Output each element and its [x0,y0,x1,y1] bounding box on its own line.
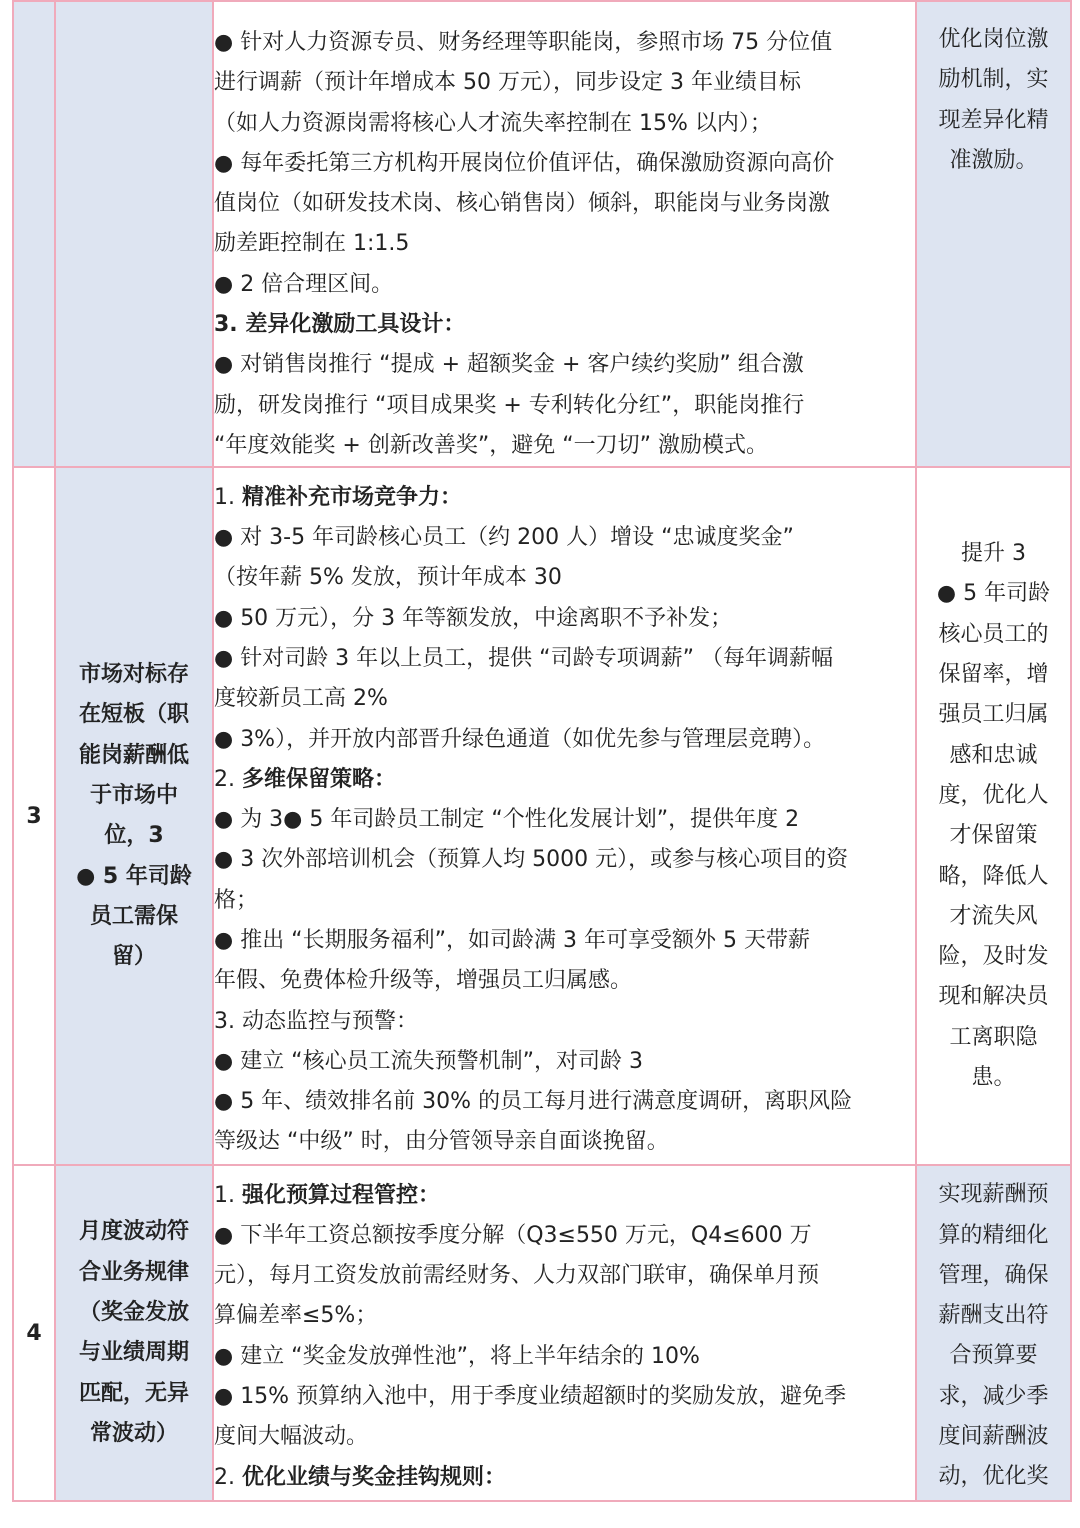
issue-line: 与业绩周期 [78,1340,189,1366]
measure-line [214,386,915,426]
goal-cell [916,1165,1071,1501]
measure-line [214,104,915,144]
measure-text: 1. [214,1182,242,1208]
measure-line [214,639,915,679]
measure-line [214,1296,915,1336]
issue-cell [55,1165,213,1501]
measure-heading: 精准补充市场竞争力： [241,484,462,510]
goal-line: 险，及时发 [938,944,1049,970]
measure-line [214,518,915,558]
measure-heading: 多维保留策略： [241,766,396,792]
measure-text: ● 推出 “长期服务福利”，如司龄满 3 年可享受额外 5 天带薪 [214,928,810,953]
measure-line [214,1002,915,1042]
measure-heading: 优化业绩与奖金挂钩规则： [241,1464,506,1490]
table-row [13,1,1071,467]
measure-text: 进行调薪（预计年增成本 50 万元），同步设定 3 年业绩目标 [214,70,801,96]
measure-text: ● 3 次外部培训机会（预算人均 5000 元），或参与核心项目的资 [214,847,849,873]
row-number-cell: 4 [13,1165,55,1501]
issue-line: ● 5 年司龄 [76,863,192,889]
measure-text: ● 下半年工资总额按季度分解（Q3≤550 万元，Q4≤600 万 [214,1222,812,1248]
goal-line: 算的精细化 [938,1222,1049,1248]
goal-line: 现和解决员 [938,984,1049,1010]
measures-cell [213,1,916,467]
goal-line: 准激励。 [949,147,1038,173]
measure-line [214,478,915,518]
issue-cell [55,467,213,1165]
measure-line [214,224,915,264]
goal-line: 管理，确保 [938,1262,1049,1288]
issue-line: 留） [111,944,156,970]
measure-text: 2. [214,766,242,792]
issue-line: 匹配，无异 [78,1380,189,1406]
measure-text: 格； [214,887,259,913]
measure-text: 励差距控制在 1:1.5 [214,231,410,257]
measure-text: ● 每年委托第三方机构开展岗位价值评估，确保激励资源向高价 [214,150,835,176]
plan-table [12,0,1072,1502]
measure-text: 励，研发岗推行 “项目成果奖 + 专利转化分红”，职能岗推行 [214,392,805,418]
goal-line: 薪酬支出符 [938,1303,1049,1329]
goal-line: 提升 3 [961,541,1026,567]
measure-line [214,840,915,880]
goal-line: 现差异化精 [938,107,1049,133]
measure-line [214,1176,915,1216]
table-row [13,467,1071,1165]
measure-text: ● 3%），并开放内部晋升绿色通道（如优先参与管理层竞聘）。 [214,726,826,752]
measure-line [214,1122,915,1162]
measure-text: ● 建立 “核心员工流失预警机制”，对司龄 3 [214,1048,643,1074]
issue-line: 于市场中 [89,782,178,808]
table-row [13,1165,1071,1501]
row-number-cell [13,1,55,467]
measure-text: 值岗位（如研发技术岗、核心销售岗）倾斜，职能岗与业务岗激 [214,191,831,217]
goal-line: 感和忠诚 [949,742,1038,768]
goal-line: 强员工归属 [938,702,1049,728]
measure-line [214,1377,915,1417]
measure-line [214,599,915,639]
measure-text: （如人力资源岗需将核心人才流失率控制在 15% 以内）； [214,110,772,136]
measure-text: 3. 动态监控与预警： [214,1008,418,1034]
measure-text: ● 15% 预算纳入池中，用于季度业绩超额时的奖励发放，避免季 [214,1384,847,1410]
measure-text: ● 为 3● 5 年司龄员工制定 “个性化发展计划”，提供年度 2 [214,807,800,833]
measure-text: 算偏差率≤5%； [214,1303,378,1329]
measure-line [214,345,915,385]
goal-line: 动，优化奖 [938,1464,1049,1490]
goal-line: ● 5 年司龄 [936,581,1051,607]
goal-line: 核心员工的 [938,621,1049,647]
issue-line: 能岗薪酬低 [78,742,189,768]
goal-line: 才保留策 [949,823,1038,849]
measure-line [214,720,915,760]
measure-line [214,1458,915,1498]
measure-line [214,1082,915,1122]
goal-line: 略，降低人 [938,863,1049,889]
issue-line: 位，3 [104,823,164,849]
measure-line [214,144,915,184]
measure-text: ● 5 年、绩效排名前 30% 的员工每月进行满意度调研，离职风险 [214,1089,853,1115]
measure-text: 1. [214,484,242,510]
goal-cell [916,467,1071,1165]
measure-line [214,558,915,598]
measure-line [214,921,915,961]
measure-text: ● 对销售岗推行 “提成 + 超额奖金 + 客户续约奖励” 组合激 [214,352,804,378]
measure-text: 度间大幅波动。 [214,1424,369,1450]
measure-line [214,881,915,921]
measure-text: 等级达 “中级” 时，由分管领导亲自面谈挽留。 [214,1129,669,1155]
goal-line: 度，优化人 [938,782,1049,808]
measure-line [214,305,915,345]
issue-line: 合业务规律 [78,1259,189,1285]
measure-line [214,1256,915,1296]
measure-text: 2. [214,1464,242,1490]
measure-text: ● 针对人力资源专员、财务经理等职能岗，参照市场 75 分位值 [214,30,833,55]
measure-text: 度较新员工高 2% [214,686,388,712]
issue-line: 常波动） [89,1420,178,1446]
goal-line: 励机制，实 [938,67,1049,93]
measure-text: 年假、免费体检升级等，增强员工归属感。 [214,968,633,994]
measure-text: ● 2 倍合理区间。 [214,271,394,297]
goal-line: 才流失风 [949,903,1038,929]
measure-line [214,1216,915,1256]
measure-line [214,426,915,466]
goal-line: 求，减少季 [938,1383,1049,1409]
issue-line: （奖金发放 [78,1299,189,1325]
measure-line [214,184,915,224]
measure-text: ● 针对司龄 3 年以上员工，提供 “司龄专项调薪” （每年调薪幅 [214,645,833,671]
issue-line: 在短板（职 [78,702,189,728]
goal-line: 工离职隐 [949,1024,1038,1050]
issue-line: 月度波动符 [78,1219,189,1245]
measures-cell [213,467,916,1165]
issue-cell [55,1,213,467]
measure-line [214,961,915,1001]
measure-line [214,800,915,840]
measures-cell [213,1165,916,1501]
goal-line: 合预算要 [949,1343,1038,1369]
measure-text: ● 建立 “奖金发放弹性池”，将上半年结余的 10% [214,1343,700,1369]
goal-cell [916,1,1071,467]
goal-line: 优化岗位激 [938,27,1049,52]
measure-line [214,760,915,800]
goal-line: 实现薪酬预 [938,1182,1049,1208]
measure-text: ● 50 万元），分 3 年等额发放，中途离职不予补发； [214,605,733,631]
measure-line [214,679,915,719]
goal-line: 患。 [971,1065,1016,1091]
issue-line: 市场对标存 [78,662,189,688]
goal-line: 保留率，增 [938,662,1049,688]
measure-line [214,265,915,305]
measure-line [214,23,915,63]
measure-heading: 强化预算过程管控： [241,1182,440,1208]
issue-line: 员工需保 [89,903,178,929]
measure-line [214,1337,915,1377]
measure-line [214,63,915,103]
measure-text: 3. 差异化激励工具设计： [214,312,466,338]
measure-line [214,1417,915,1457]
measure-line [214,1042,915,1082]
goal-line: 度间薪酬波 [938,1424,1049,1450]
row-number-cell: 3 [13,467,55,1165]
measure-text: 元），每月工资发放前需经财务、人力双部门联审，确保单月预 [214,1263,820,1289]
measure-text: （按年薪 5% 发放，预计年成本 30 [214,565,562,591]
measure-text: ● 对 3-5 年司龄核心员工（约 200 人）增设 “忠诚度奖金” [214,525,794,551]
measure-text: “年度效能奖 + 创新改善奖”，避免 “一刀切” 激励模式。 [214,432,768,458]
